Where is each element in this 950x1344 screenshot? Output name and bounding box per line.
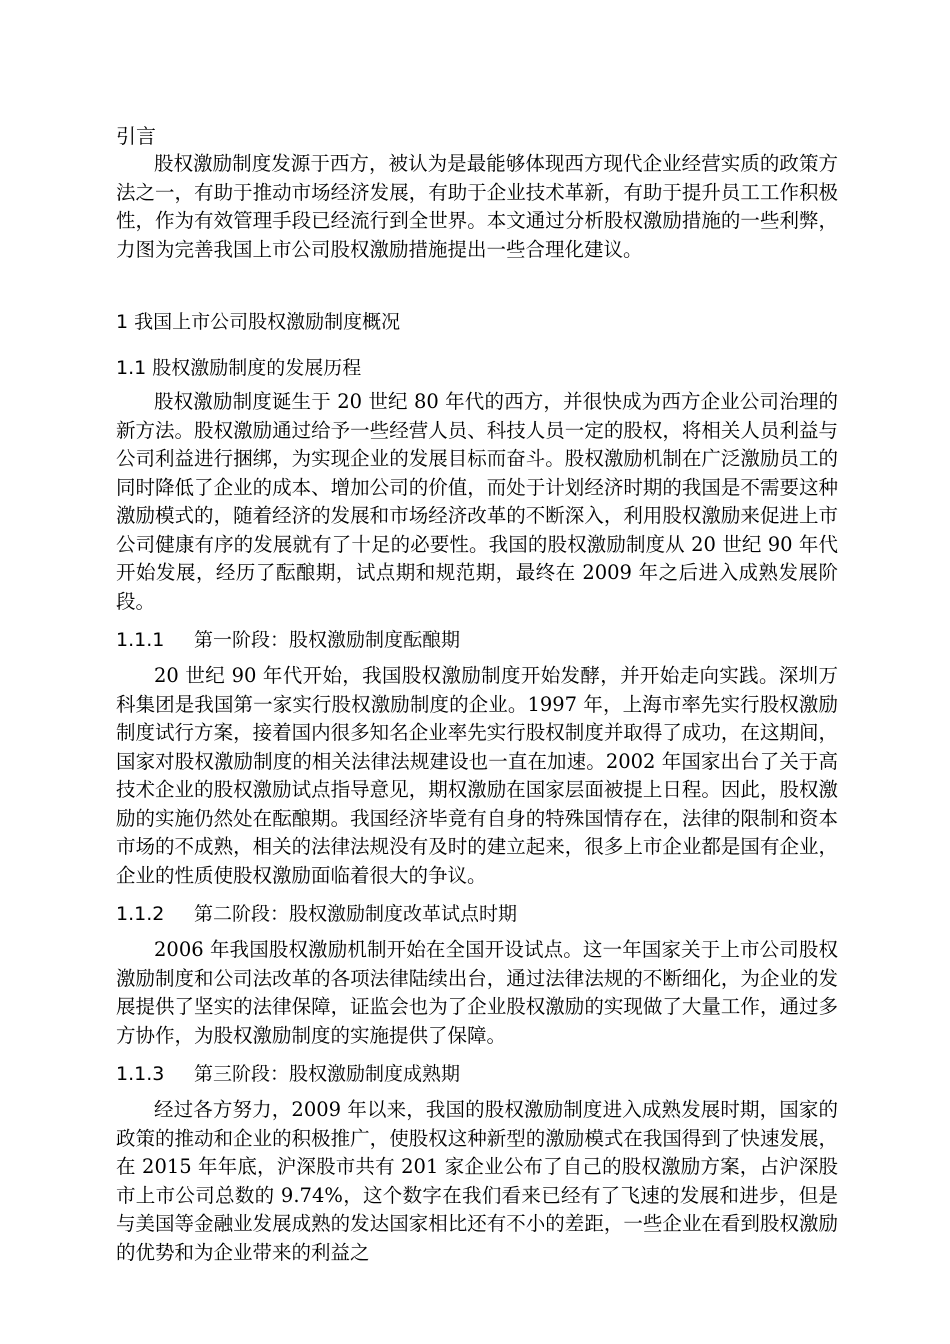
section-1-1-1-heading <box>116 626 838 654</box>
section-1-1-1-paragraph: 20 世纪 90 年代开始，我国股权激励制度开始发酵，并开始走向实践。深圳万科集团是我国第一家实行股权激励制度的企业。1997 年，上海市率先实行股权激励制度试行方案，接着国内很多知名企业率先实行股权制度并取得了成功，在这期间，国家对股权激励制度的相关法律法规建设也一直在加速。2002 年国家出台了关于高技术企业的股权激励试点指导意见，期权激励在国家层面被提上日程。因此，股权激励的实施仍然处在酝酿期。我国经济毕竟有自身的特殊国情存在，法律的限制和资本市场的不成熟，相关的法律法规没有及时的建立起来，很多上市企业都是国有企业，企业的性质使股权激励面临着很大的争议。 <box>116 664 838 887</box>
section-1-1-3-heading <box>116 1060 838 1088</box>
section-1-1-3-number: 1.1.3 <box>116 1063 165 1085</box>
section-1-1-heading: 1.1 股权激励制度的发展历程 <box>116 357 362 379</box>
section-1-1-1-title: 第一阶段：股权激励制度酝酿期 <box>194 629 461 651</box>
intro-heading: 引言 <box>116 124 156 148</box>
section-1-1-3-paragraph: 经过各方努力，2009 年以来，我国的股权激励制度进入成熟发展时期，国家的政策的推动和企业的积极推广，使股权这种新型的激励模式在我国得到了快速发展，在 2015 年年底，沪深股市共有 201 家企业公布了自己的股权激励方案，占沪深股市上市公司总数的 9.74%，这个数字在我们看来已经有了飞速的发展和进步，但是与美国等金融业发展成熟的发达国家相比还有不小的差距，一些企业在看到股权激励的优势和为企业带来的利益之 <box>116 1098 838 1264</box>
section-1-1-2-title: 第二阶段：股权激励制度改革试点时期 <box>194 903 518 925</box>
section-1-1-2-heading <box>116 900 838 928</box>
section-1-1-paragraph: 股权激励制度诞生于 20 世纪 80 年代的西方，并很快成为西方企业公司治理的新方法。股权激励通过给予一些经营人员、科技人员一定的股权，将相关人员利益与公司利益进行捆绑，为实现企业的发展目标而奋斗。股权激励机制在广泛激励员工的同时降低了企业的成本、增加公司的价值，而处于计划经济时期的我国是不需要这种激励模式的，随着经济的发展和市场经济改革的不断深入，利用股权激励来促进上市公司健康有序的发展就有了十足的必要性。我国的股权激励制度从 20 世纪 90 年代开始发展，经历了酝酿期，试点期和规范期，最终在 2009 年之后进入成熟发展阶段。 <box>116 390 838 613</box>
section-1-1-2-number: 1.1.2 <box>116 903 165 925</box>
section-1-1-3-title: 第三阶段：股权激励制度成熟期 <box>194 1063 461 1085</box>
intro-paragraph: 股权激励制度发源于西方，被认为是最能够体现西方现代企业经营实质的政策方法之一，有助于推动市场经济发展，有助于企业技术革新，有助于提升员工工作积极性，作为有效管理手段已经流行到全世界。本文通过分析股权激励措施的一些利弊，力图为完善我国上市公司股权激励措施提出一些合理化建议。 <box>116 152 838 261</box>
section-1-1-2-paragraph: 2006 年我国股权激励机制开始在全国开设试点。这一年国家关于上市公司股权激励制度和公司法改革的各项法律陆续出台，通过法律法规的不断细化，为企业的发展提供了坚实的法律保障，证监会也为了企业股权激励的实现做了大量工作，通过多方协作，为股权激励制度的实施提供了保障。 <box>116 938 838 1047</box>
section-1-1-1-number: 1.1.1 <box>116 629 165 651</box>
section-1-heading: 1 我国上市公司股权激励制度概况 <box>116 311 401 333</box>
document-page <box>116 122 838 1267</box>
